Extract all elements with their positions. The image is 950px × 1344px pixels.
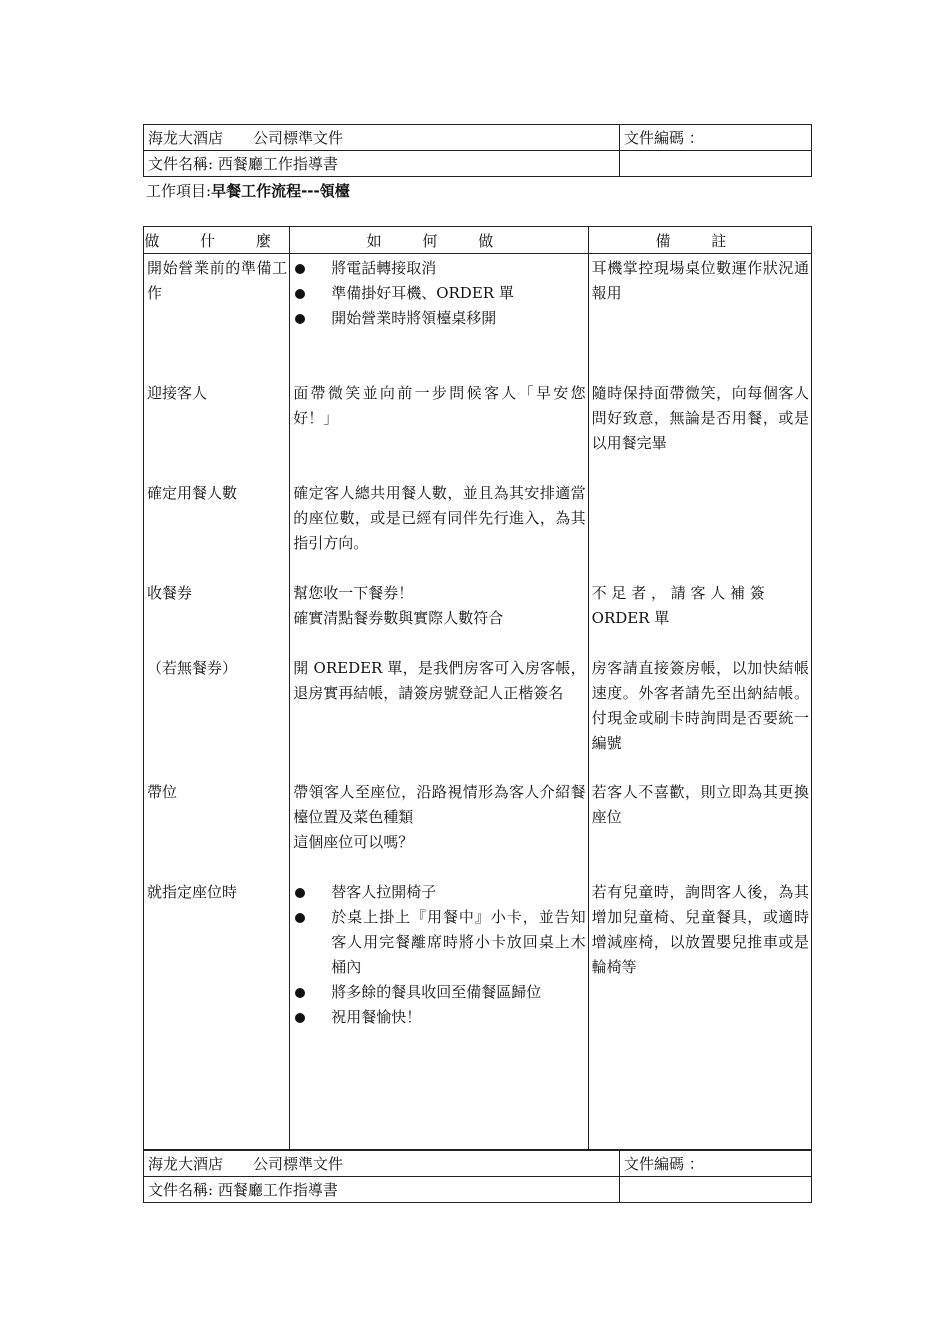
list-item: 將多餘的餐具收回至備餐區歸位 [293, 980, 585, 1005]
how-escort-question: 這個座位可以嗎？ [293, 833, 414, 851]
step-escort: 帶位 [147, 783, 178, 801]
note-prepare: 耳機掌控現場桌位數運作狀況通報用 [591, 259, 809, 302]
how-greet: 面帶微笑並向前一步問候客人「早安您好！」 [293, 384, 586, 427]
list-item: 祝用餐愉快！ [293, 1005, 585, 1030]
doc-name-right [620, 151, 812, 177]
footer-company-name: 海龙大酒店 公司標準文件 [144, 1151, 620, 1177]
note-column [589, 254, 811, 1149]
work-item-prefix: 工作項目: [146, 182, 212, 200]
company-name: 海龙大酒店 公司標準文件 [144, 125, 620, 151]
footer-doc-name: 文件名稱: 西餐廳工作指導書 [144, 1177, 620, 1203]
step-prepare: 開始營業前的準備工作 [147, 259, 288, 302]
doc-name: 文件名稱: 西餐廳工作指導書 [144, 151, 620, 177]
step-no-voucher: （若無餐券） [147, 659, 238, 677]
note-no-voucher: 房客請直接簽房帳，以加快結帳速度。外客者請先至出納結帳。付現金或刷卡時詢問是否要統一編號 [591, 659, 809, 752]
what-column [144, 254, 289, 1149]
how-escort [293, 780, 585, 855]
column-header-how: 如 何 做 [290, 227, 588, 254]
note-collect-voucher [592, 581, 809, 631]
how-column [290, 254, 587, 1149]
step-count-guests: 確定用餐人數 [147, 484, 238, 502]
how-collect-line: 幫您收一下餐券！ [293, 584, 414, 602]
how-escort-text: 帶領客人至座位，沿路視情形為客人介紹餐檯位置及菜色種類 [293, 783, 586, 826]
how-count-guests: 確定客人總共用餐人數，並且為其安排適當的座位數，或是已經有同伴先行進入，為其指引方向。 [293, 484, 586, 552]
how-no-voucher: 開 OREDER 單，是我們房客可入房客帳，退房實再結帳，請簽房號登記人正楷簽名 [293, 659, 586, 702]
work-item-name: 早餐工作流程---領檯 [211, 182, 350, 200]
step-collect-voucher: 收餐券 [147, 584, 193, 602]
column-header-what: 做 什 麼 [144, 227, 290, 254]
how-collect-line: 確實清點餐券數與實際人數符合 [293, 609, 504, 627]
how-seat [293, 880, 585, 1030]
note-collect-line: ORDER 單 [591, 609, 670, 627]
list-item: 替客人拉開椅子 [293, 880, 585, 905]
note-seat: 若有兒童時，詢問客人後，為其增加兒童椅、兒童餐具，或適時增減座椅，以放置嬰兒推車或是輪椅等 [591, 883, 809, 976]
step-seat: 就指定座位時 [147, 883, 238, 901]
how-collect-voucher [293, 581, 585, 631]
list-item: 將電話轉接取消 [293, 256, 585, 281]
header-table [143, 124, 812, 177]
column-header-note: 備 註 [588, 227, 811, 254]
procedure-table [143, 226, 812, 1150]
footer-doc-name-right [620, 1177, 812, 1203]
list-item: 準備掛好耳機、ORDER 單 [293, 281, 585, 306]
list-item: 於桌上掛上『用餐中』小卡，並告知客人用完餐離席時將小卡放回桌上木桶內 [293, 905, 585, 980]
how-prepare [293, 256, 585, 331]
note-greet: 隨時保持面帶微笑，向每個客人問好致意，無論是否用餐，或是以用餐完畢 [591, 384, 809, 452]
doc-code-label: 文件編碼 ： [620, 125, 812, 151]
note-collect-line: 不 足 者 ， 請 客 人 補 簽 [591, 584, 765, 602]
step-greet: 迎接客人 [147, 384, 208, 402]
list-item: 開始營業時將領檯桌移開 [293, 306, 585, 331]
note-escort: 若客人不喜歡，則立即為其更換座位 [591, 783, 809, 826]
work-item-title [146, 180, 350, 201]
footer-table [143, 1150, 812, 1203]
footer-doc-code-label: 文件編碼 ： [620, 1151, 812, 1177]
